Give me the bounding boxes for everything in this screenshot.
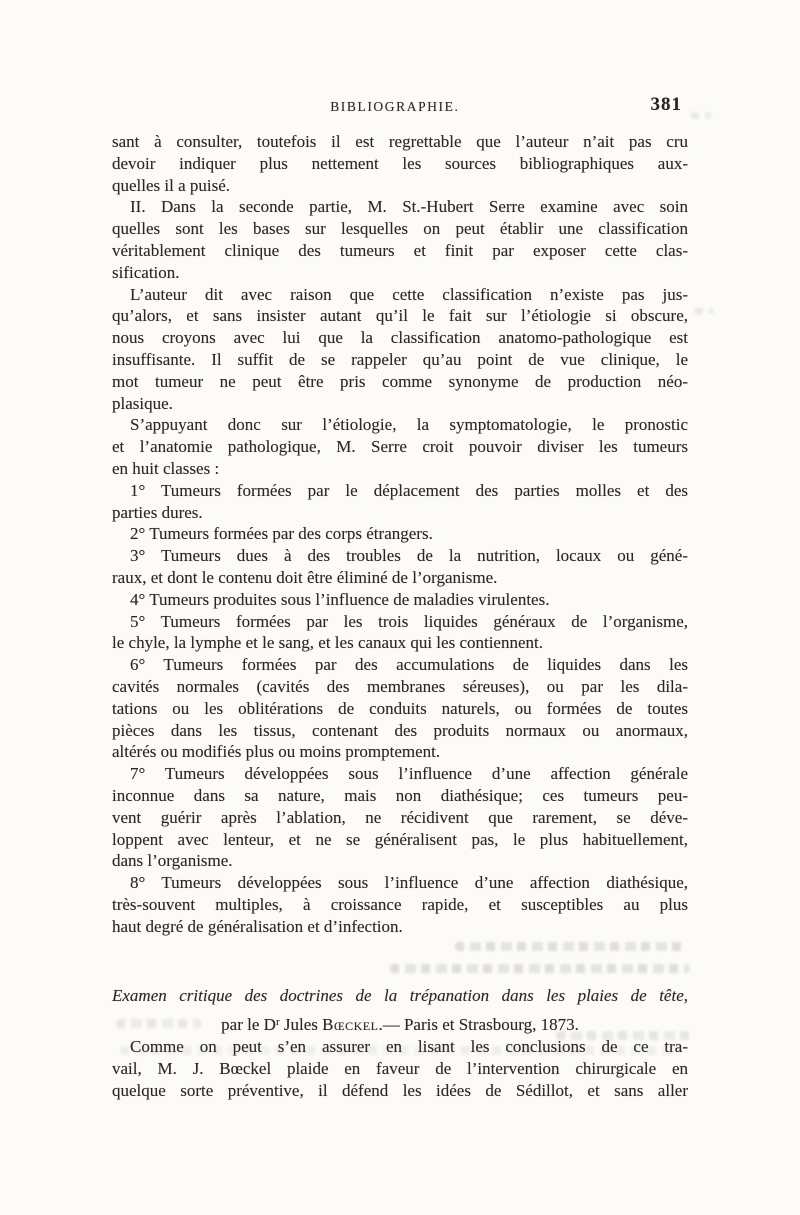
- text-line: nous croyons avec lui que la classification anatomo-pathologique est: [112, 328, 688, 348]
- text-line: véritablement clinique des tumeurs et finit par exposer cette clas-: [112, 240, 688, 260]
- text-line: raux, et dont le contenu doit être éliminé de l’organisme.: [112, 567, 498, 587]
- review-citation: [112, 985, 688, 1036]
- list-item-tumor-class-2: [112, 523, 688, 545]
- page-number: 381: [650, 94, 682, 115]
- text-line: inconnue dans sa nature, mais non diathésique; ces tumeurs peu-: [112, 785, 688, 805]
- text-line: quelles sont les bases sur lesquelles on peut établir une classification: [112, 219, 688, 239]
- text-line: quelles il a puisé.: [112, 175, 231, 195]
- text-line: cavités normales (cavités des membranes séreuses), ou par les dila-: [112, 676, 688, 696]
- text-line: vent guérir après l’ablation, ne récidivent que rarement, se déve-: [112, 807, 688, 827]
- text-line: 7° Tumeurs développées sous l’influence d’une affection générale: [130, 764, 688, 784]
- text-line: L’auteur dit avec raison que cette classification n’existe pas jus-: [130, 284, 688, 304]
- text-line: et l’anatomie pathologique, M. Serre croit pouvoir diviser les tumeurs: [112, 437, 688, 457]
- bleed-through-artifact: [556, 1031, 690, 1040]
- text-line: le chyle, la lymphe et le sang, et les canaux qui les contiennent.: [112, 633, 543, 653]
- paragraph: [112, 196, 688, 283]
- running-header: [112, 94, 688, 117]
- text-line: 4° Tumeurs produites sous l’influence de maladies virulentes.: [130, 589, 550, 609]
- text-line: pièces dans les tissus, contenant des produits normaux ou anormaux,: [112, 720, 688, 740]
- bleed-through-artifact: [390, 964, 690, 973]
- list-item-tumor-class-1: [112, 480, 688, 524]
- text-line: devoir indiquer plus nettement les sources bibliographiques aux-: [112, 153, 688, 173]
- text-line: tations ou les oblitérations de conduits naturels, ou formées de toutes: [112, 698, 688, 718]
- body-text: [112, 131, 688, 1102]
- text-line: altérés ou modifiés plus ou moins promptement.: [112, 742, 441, 762]
- running-header-title: BIBLIOGRAPHIE.: [330, 99, 460, 114]
- text-line: sant à consulter, toutefois il est regrettable que l’auteur n’ait pas cru: [112, 132, 688, 151]
- text-line: sification.: [112, 262, 180, 282]
- text-line: en huit classes :: [112, 458, 220, 478]
- text-line: mot tumeur ne peut être pris comme synonyme de production néo-: [112, 371, 688, 391]
- paragraph: [112, 414, 688, 479]
- byline-text: Jules: [279, 1015, 323, 1035]
- text-line: 8° Tumeurs développées sous l’influence d’une affection diathésique,: [130, 873, 688, 893]
- text-line: 5° Tumeurs formées par les trois liquides généraux de l’organisme,: [130, 611, 688, 631]
- list-item-tumor-class-6: [112, 654, 688, 763]
- text-line: dans l’organisme.: [112, 851, 233, 871]
- text-line: plasique.: [112, 393, 173, 413]
- text-line: 6° Tumeurs formées par des accumulations de liquides dans les: [130, 655, 688, 675]
- review-title: Examen critique des doctrines de la trépanation dans les plaies de tête,: [112, 986, 688, 1006]
- superscript-r: r: [275, 1016, 280, 1029]
- bleed-through-artifact: [694, 308, 714, 314]
- byline-text: par le D: [221, 1015, 276, 1035]
- text-line: haut degré de généralisation et d’infection.: [112, 916, 403, 936]
- text-line: quelque sorte préventive, il défend les idées de Sédillot, et sans aller: [112, 1081, 688, 1101]
- text-line: 1° Tumeurs formées par le déplacement des parties molles et des: [130, 480, 688, 500]
- paragraph: [112, 284, 688, 415]
- text-block: [112, 94, 688, 1102]
- bleed-through-artifact: [455, 942, 687, 951]
- text-line: parties dures.: [112, 502, 203, 522]
- bleed-through-artifact: [116, 1019, 202, 1028]
- text-line: 3° Tumeurs dues à des troubles de la nutrition, locaux ou géné-: [130, 546, 688, 566]
- bleed-through-artifact: [120, 1046, 680, 1055]
- list-item-tumor-class-7: [112, 763, 688, 872]
- text-line: loppent avec lenteur, et ne se généralisent pas, le plus habituellement,: [112, 829, 688, 849]
- text-line: insuffisante. Il suffit de se rappeler qu’au point de vue clinique, le: [112, 349, 688, 369]
- bleed-through-artifact: [690, 112, 712, 119]
- paragraph: [112, 131, 688, 196]
- text-line: très-souvent multiples, à croissance rapide, et susceptibles au plus: [112, 894, 688, 914]
- text-line: S’appuyant donc sur l’étiologie, la symptomatologie, le pronostic: [130, 415, 688, 435]
- list-item-tumor-class-5: [112, 611, 688, 655]
- text-line: qu’alors, et sans insister autant qu’il le fait sur l’étiologie si obscure,: [112, 306, 688, 326]
- list-item-tumor-class-8: [112, 872, 688, 937]
- list-item-tumor-class-4: [112, 589, 688, 611]
- author-name: Bœckel: [322, 1015, 379, 1035]
- text-line: Comme on peut s’en assurer en lisant les conclusions de ce tra-: [130, 1037, 688, 1057]
- text-line: vail, M. J. Bœckel plaide en faveur de l’intervention chirurgicale en: [112, 1059, 688, 1079]
- byline-text: .— Paris et Strasbourg, 1873.: [378, 1015, 579, 1035]
- list-item-tumor-class-3: [112, 545, 688, 589]
- text-line: II. Dans la seconde partie, M. St.-Hubert Serre examine avec soin: [130, 197, 688, 217]
- text-line: 2° Tumeurs formées par des corps étrangers.: [130, 524, 433, 544]
